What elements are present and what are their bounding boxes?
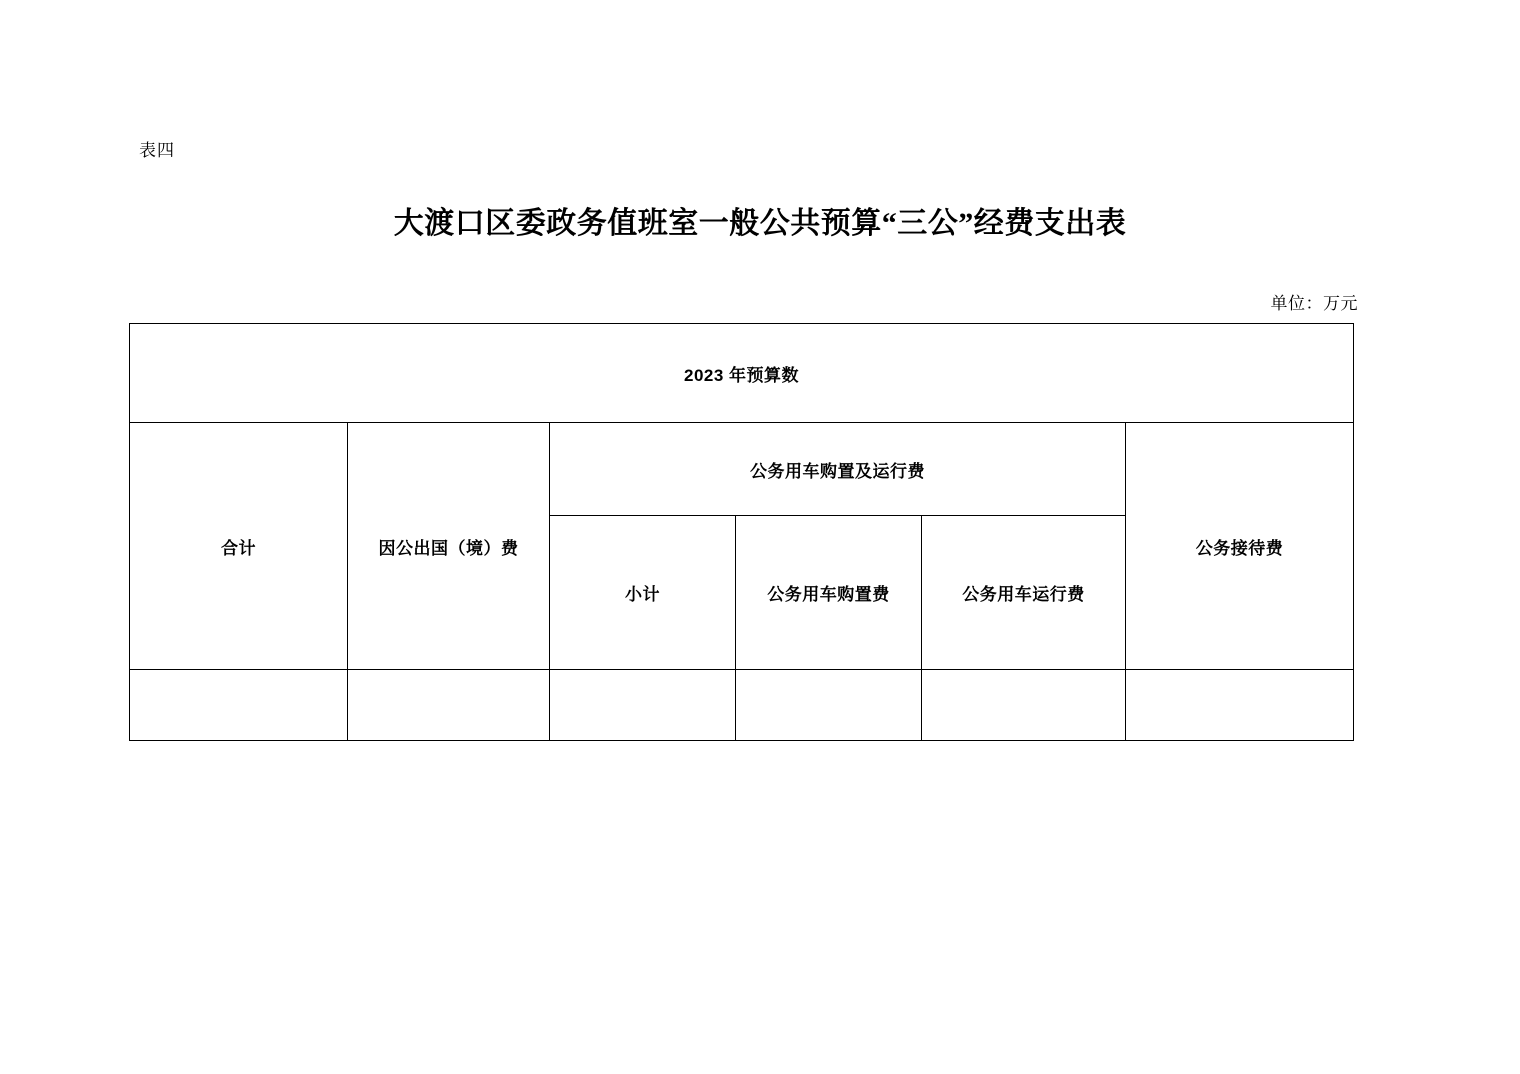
cell-vehicle-subtotal	[550, 670, 736, 741]
column-header-vehicle-subtotal: 小计	[550, 516, 736, 670]
column-header-vehicle-group: 公务用车购置及运行费	[550, 423, 1126, 516]
cell-total	[130, 670, 348, 741]
column-header-vehicle-operation: 公务用车运行费	[922, 516, 1126, 670]
cell-vehicle-operation	[922, 670, 1126, 741]
column-header-reception: 公务接待费	[1126, 423, 1354, 670]
table-row-header-1	[130, 423, 1354, 516]
page-title: 大渡口区委政务值班室一般公共预算“三公”经费支出表	[393, 207, 1127, 240]
year-header-cell: 2023 年预算数	[130, 324, 1354, 423]
cell-vehicle-purchase	[736, 670, 922, 741]
column-header-abroad: 因公出国（境）费	[348, 423, 550, 670]
table-label: 表四	[139, 141, 175, 160]
budget-table	[129, 323, 1354, 741]
cell-abroad	[348, 670, 550, 741]
table-row-year	[130, 324, 1354, 423]
column-header-vehicle-purchase: 公务用车购置费	[736, 516, 922, 670]
unit-note: 单位：万元	[1270, 294, 1358, 313]
table-row	[130, 670, 1354, 741]
column-header-total: 合计	[130, 423, 348, 670]
cell-reception	[1126, 670, 1354, 741]
